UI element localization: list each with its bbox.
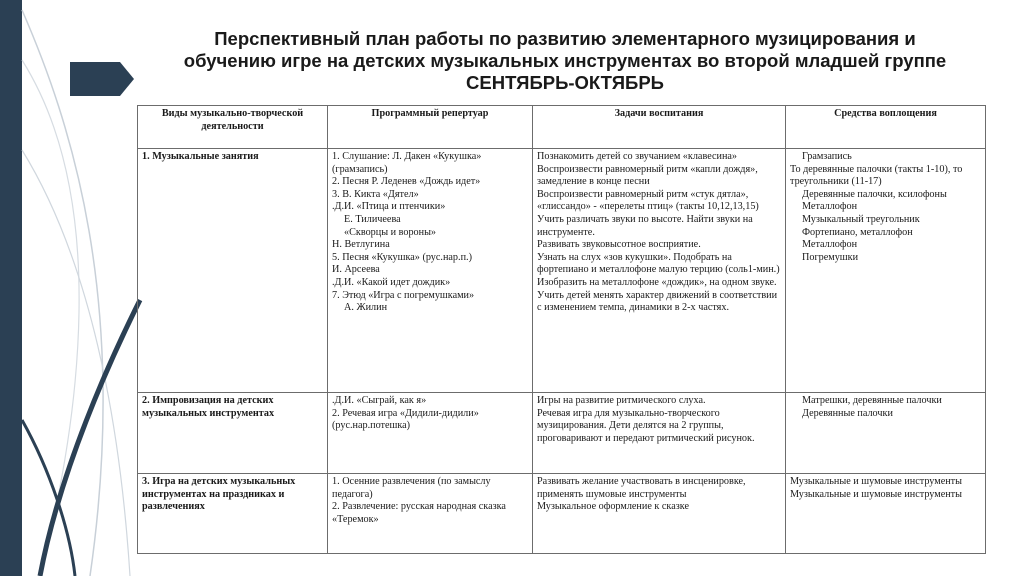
repertoire-item: А. Жилин (344, 302, 388, 314)
tasks-cell (533, 474, 786, 554)
task-item: Узнать на слух «зов кукушки». Подобрать на фортепиано и металлофоне малую терцию (соль1-мин.) (537, 251, 780, 276)
means-cell (786, 149, 986, 393)
task-item: Воспроизвести равномерный ритм «капли дождя», замедление в конце песни (537, 163, 758, 188)
means-item: То деревянные палочки (такты 1-10), то треугольники (11-17) (790, 163, 963, 188)
repertoire-item: Е. Тиличеева (344, 213, 401, 225)
repertoire-item: 2. Песня Р. Леденев «Дождь идет» (332, 176, 481, 188)
task-item: Развивать желание участвовать в инсценировке, применять шумовые инструменты (537, 476, 746, 500)
means-item: Матрешки, деревянные палочки (802, 395, 942, 406)
means-item: Фортепиано, металлофон (802, 226, 913, 238)
task-item: Развивать звуковысотное восприятие. (537, 239, 701, 251)
header-tasks: Задачи воспитания (533, 106, 786, 149)
means-item: Музыкальные и шумовые инструменты (790, 488, 962, 500)
repertoire-item: .Д.И. «Какой идет дождик» (332, 276, 451, 288)
means-item: Металлофон (802, 239, 858, 251)
means-cell (786, 474, 986, 554)
repertoire-item: 7. Этюд «Игра с погремушками» (332, 289, 475, 301)
repertoire-item: 1. Осенние развлечения (по замыслу педагога) (332, 476, 491, 500)
table-row (138, 474, 986, 554)
task-item: Изобразить на металлофоне «дождик», на одном звуке. (537, 276, 777, 288)
repertoire-cell (328, 149, 533, 393)
repertoire-item: Н. Ветлугина (332, 239, 390, 251)
task-item: Речевая игра для музыкально-творческого музицирования. Дети делятся на 2 группы, проговаривают и передают ритмический рисунок. (537, 407, 755, 444)
table-row (138, 149, 986, 393)
repertoire-cell (328, 393, 533, 474)
repertoire-item: 1. Слушание: Л. Дакен «Кукушка» (грамзапись) (332, 151, 482, 175)
task-item: Воспроизвести равномерный ритм «стук дятла», «глиссандо» - «перелеты птиц» (такты 10,12,13,15) (537, 188, 759, 213)
means-cell (786, 393, 986, 474)
table-header-row (138, 106, 986, 149)
page-title (150, 28, 980, 94)
repertoire-item: .Д.И. «Сыграй, как я» (332, 395, 427, 406)
repertoire-item: 2. Развлечение: русская народная сказка «Теремок» (332, 501, 506, 525)
header-repertoire: Программный репертуар (328, 106, 533, 149)
header-activity: Виды музыкально-творческой деятельности (138, 106, 328, 149)
tasks-cell (533, 149, 786, 393)
means-item: Металлофон (802, 201, 858, 213)
header-means: Средства воплощения (786, 106, 986, 149)
section-cell: 2. Импровизация на детских музыкальных инструментах (138, 393, 328, 474)
section-cell: 1. Музыкальные занятия (138, 149, 328, 393)
task-item: Музыкальное оформление к сказке (537, 501, 689, 513)
task-item: Учить детей менять характер движений в соответствии с изменением темпа, динамики в 2-х частях. (537, 289, 778, 314)
means-item: Музыкальные и шумовые инструменты (790, 476, 962, 487)
repertoire-item: 2. Речевая игра «Дидили-дидили» (рус.нар.потешка) (332, 407, 479, 432)
plan-table (137, 105, 986, 554)
means-item: Музыкальный треугольник (802, 213, 920, 225)
table-row (138, 393, 986, 474)
means-item: Деревянные палочки, ксилофоны (802, 188, 947, 200)
task-item: Учить различать звуки по высоте. Найти звуки на инструменте. (537, 213, 753, 238)
title-line-1: Перспективный план работы по развитию элементарного музицирования и (214, 28, 916, 49)
task-item: Игры на развитие ритмического слуха. (537, 395, 706, 406)
tasks-cell (533, 393, 786, 474)
title-line-2: обучению игре на детских музыкальных инструментах во второй младшей группе (183, 50, 947, 71)
means-item: Грамзапись (802, 151, 852, 162)
task-item: Познакомить детей со звучанием «клавесина» (537, 151, 738, 162)
repertoire-item: 3. В. Кикта «Дятел» (332, 188, 419, 200)
repertoire-item: .Д.И. «Птица и птенчики» (332, 201, 446, 213)
repertoire-item: 5. Песня «Кукушка» (рус.нар.п.) (332, 251, 472, 263)
arrow-right-icon (0, 0, 150, 110)
means-item: Погремушки (802, 251, 859, 263)
means-item: Деревянные палочки (802, 407, 893, 419)
repertoire-cell (328, 474, 533, 554)
repertoire-item: «Скворцы и вороны» (344, 226, 437, 238)
repertoire-item: И. Арсеева (332, 264, 380, 276)
title-line-3: СЕНТЯБРЬ-ОКТЯБРЬ (466, 72, 664, 93)
section-cell: 3. Игра на детских музыкальных инструментах на праздниках и развлечениях (138, 474, 328, 554)
